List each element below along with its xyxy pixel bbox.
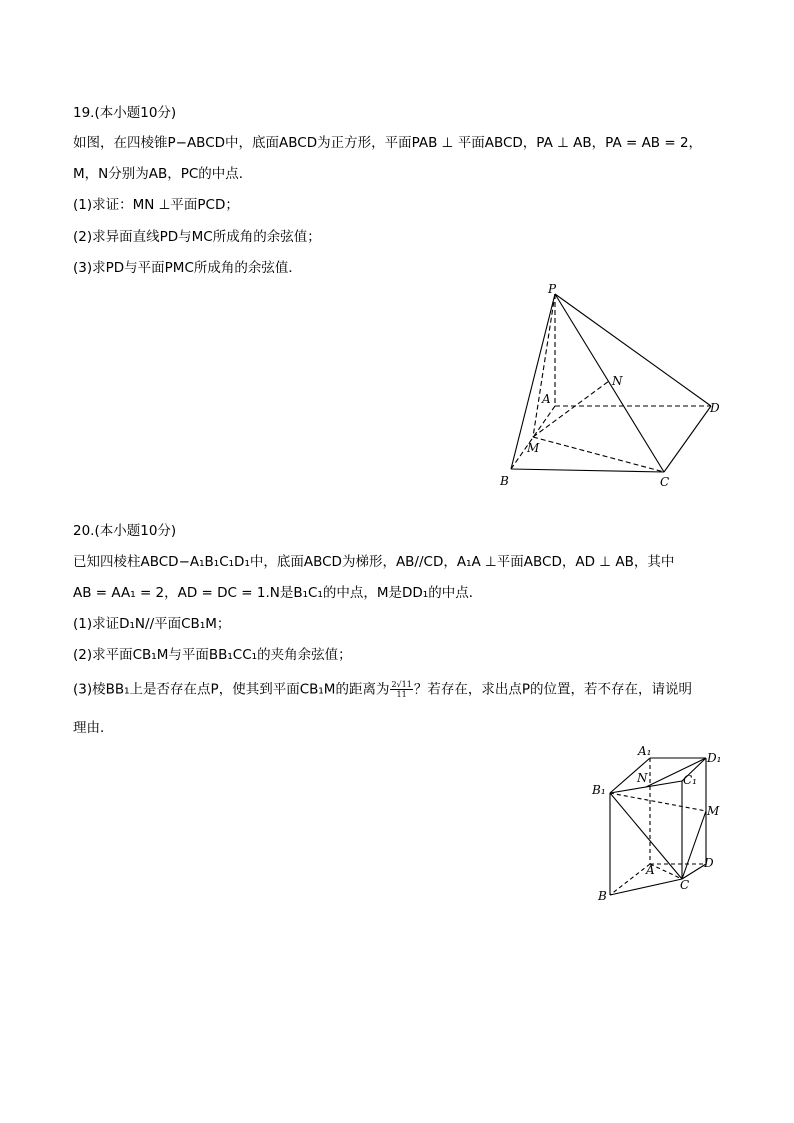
- label-M: M: [527, 441, 540, 455]
- edge-AC: [650, 864, 682, 879]
- q20-part3: [73, 680, 692, 699]
- q19-stem-line2: M，N分别为AB，PC的中点．: [73, 166, 253, 182]
- label-A: A: [542, 392, 551, 406]
- edge-PD: [555, 294, 711, 406]
- edge-CD: [664, 406, 711, 472]
- q19-header: 19.(本小题10分): [73, 105, 177, 121]
- label-C: C: [680, 878, 690, 892]
- q20-part3-post: ？若存在，求出点P的位置，若不存在，请说明: [413, 681, 692, 698]
- q20-part3-pre: (3)棱BB₁上是否存在点P，使其到平面CB₁M的距离为: [73, 681, 390, 698]
- q19-part3: (3)求PD与平面PMC所成角的余弦值．: [73, 260, 302, 276]
- label-N: N: [637, 771, 648, 785]
- label-B: B: [598, 889, 607, 903]
- label-B: B: [500, 474, 509, 488]
- label-P: P: [548, 282, 557, 296]
- q20-prism-figure: [588, 740, 738, 910]
- label-D: D: [710, 401, 720, 415]
- q19-pyramid-figure: [490, 280, 740, 495]
- label-C1: C₁: [683, 773, 697, 787]
- fraction-numerator: 2√11: [391, 680, 412, 689]
- edge-PM: [533, 294, 555, 437]
- label-D: D: [704, 856, 714, 870]
- edge-MC: [533, 437, 664, 472]
- label-B1: B₁: [592, 783, 606, 797]
- edge-MN: [533, 381, 609, 437]
- q20-stem-line2: AB = AA₁ = 2，AD = DC = 1.N是B₁C₁的中点，M是DD₁的中点．: [73, 585, 483, 601]
- label-A: A: [646, 863, 655, 877]
- q20-part1: (1)求证D₁N//平面CB₁M；: [73, 616, 231, 632]
- edge-B1M: [610, 793, 706, 811]
- q20-stem-line1: 已知四棱柱ABCD−A₁B₁C₁D₁中，底面ABCD为梯形，AB//CD，A₁A ⊥平面ABCD，AD ⊥ AB，其中: [73, 554, 675, 570]
- edge-PC: [555, 294, 664, 472]
- label-N: N: [612, 374, 623, 388]
- edge-CM: [682, 811, 706, 879]
- edge-BC: [511, 469, 664, 472]
- label-D1: D₁: [707, 751, 722, 765]
- label-A1: A₁: [638, 744, 652, 758]
- edge-D1N: [646, 758, 706, 787]
- edge-CD: [682, 864, 706, 879]
- q20-part2: (2)求平面CB₁M与平面BB₁CC₁的夹角余弦值；: [73, 647, 352, 663]
- q20-part3-continued: 理由．: [73, 720, 114, 736]
- label-M: M: [707, 804, 720, 818]
- q19-part2: (2)求异面直线PD与MC所成角的余弦值；: [73, 229, 321, 245]
- fraction-denominator: 11: [396, 690, 407, 699]
- q20-header: 20.(本小题10分): [73, 523, 177, 539]
- distance-fraction: [390, 680, 412, 699]
- label-C: C: [660, 475, 670, 489]
- q19-stem-line1: 如图，在四棱锥P−ABCD中，底面ABCD为正方形，平面PAB ⊥ 平面ABCD，PA ⊥ AB，PA = AB = 2，: [73, 135, 703, 151]
- q19-part1: (1)求证：MN ⊥平面PCD；: [73, 197, 239, 213]
